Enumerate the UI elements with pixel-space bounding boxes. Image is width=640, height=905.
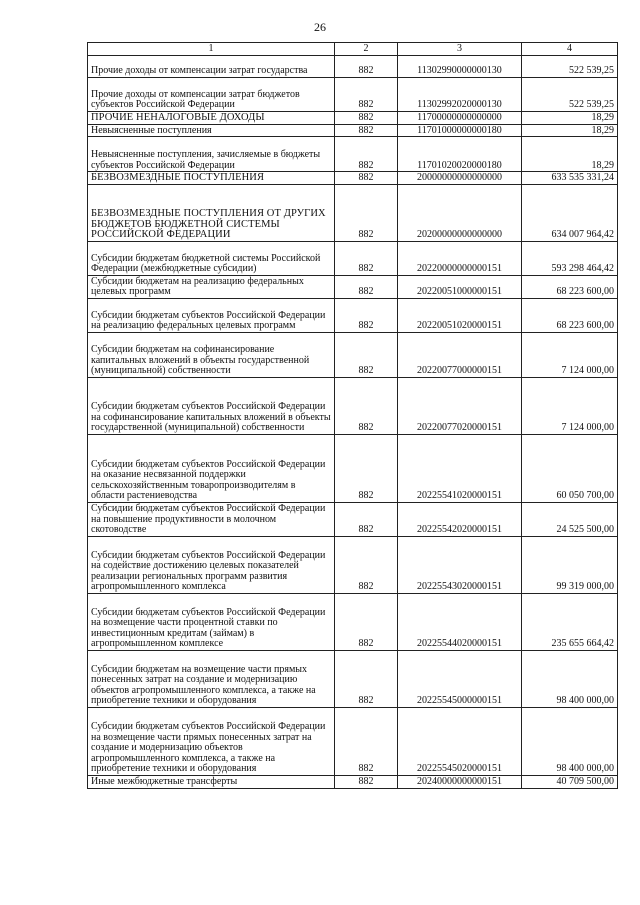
row-amount-cell: 60 050 700,00 <box>522 434 618 502</box>
row-classification-code-cell: 20220051000000151 <box>398 275 522 298</box>
column-header-1: 1 <box>88 43 335 56</box>
table-row <box>88 124 618 137</box>
row-name-cell: Субсидии бюджетам на софинансирование капитальных вложений в объекты государственной (муниципальной) собственности <box>88 332 335 377</box>
row-classification-code-cell: 11302992020000130 <box>398 78 522 112</box>
row-classification-code-cell: 11701000000000180 <box>398 124 522 137</box>
row-classification-code-cell: 11302990000000130 <box>398 56 522 78</box>
table-row <box>88 137 618 172</box>
column-header-4: 4 <box>522 43 618 56</box>
row-admin-code-cell: 882 <box>335 184 398 241</box>
row-name-cell: Субсидии бюджетам субъектов Российской Федерации на содействие достижению целевых показателей реализации региональных программ развития агропромышленного комплекса <box>88 536 335 593</box>
table-row <box>88 275 618 298</box>
table-row <box>88 377 618 434</box>
row-amount-cell: 235 655 664,42 <box>522 593 618 650</box>
row-admin-code-cell: 882 <box>335 78 398 112</box>
row-amount-cell: 633 535 331,24 <box>522 172 618 185</box>
table-row <box>88 332 618 377</box>
row-classification-code-cell: 20220051020000151 <box>398 298 522 332</box>
row-admin-code-cell: 882 <box>335 332 398 377</box>
row-classification-code-cell: 20225543020000151 <box>398 536 522 593</box>
row-amount-cell: 18,29 <box>522 124 618 137</box>
row-name-cell: Невыясненные поступления, зачисляемые в бюджеты субъектов Российской Федерации <box>88 137 335 172</box>
row-classification-code-cell: 11700000000000000 <box>398 112 522 125</box>
row-name-cell: ПРОЧИЕ НЕНАЛОГОВЫЕ ДОХОДЫ <box>88 112 335 125</box>
table-row <box>88 775 618 788</box>
row-name-cell: Субсидии бюджетам субъектов Российской Федерации на возмещение части прямых понесенных затрат на создание и модернизацию объектов агропромышленного комплекса, а также на приобретение техники и оборудования <box>88 707 335 775</box>
row-amount-cell: 40 709 500,00 <box>522 775 618 788</box>
row-amount-cell: 593 298 464,42 <box>522 241 618 275</box>
column-header-2: 2 <box>335 43 398 56</box>
row-admin-code-cell: 882 <box>335 593 398 650</box>
row-classification-code-cell: 20240000000000151 <box>398 775 522 788</box>
row-admin-code-cell: 882 <box>335 536 398 593</box>
row-name-cell: Субсидии бюджетам субъектов Российской Федерации на реализацию федеральных целевых программ <box>88 298 335 332</box>
row-classification-code-cell: 20225544020000151 <box>398 593 522 650</box>
row-admin-code-cell: 882 <box>335 434 398 502</box>
row-classification-code-cell: 11701020020000180 <box>398 137 522 172</box>
page-number: 26 <box>314 20 326 34</box>
row-name-cell: Иные межбюджетные трансферты <box>88 775 335 788</box>
row-classification-code-cell: 20225545000000151 <box>398 650 522 707</box>
row-name-cell: Субсидии бюджетам субъектов Российской Федерации на софинансирование капитальных вложений в объекты государственной (муниципальной) собственности <box>88 377 335 434</box>
row-amount-cell: 24 525 500,00 <box>522 502 618 536</box>
row-admin-code-cell: 882 <box>335 241 398 275</box>
row-name-cell: Субсидии бюджетам субъектов Российской Федерации на повышение продуктивности в молочном скотоводстве <box>88 502 335 536</box>
table-row <box>88 112 618 125</box>
row-classification-code-cell: 20220077020000151 <box>398 377 522 434</box>
row-classification-code-cell: 20225542020000151 <box>398 502 522 536</box>
row-name-cell: Невыясненные поступления <box>88 124 335 137</box>
row-admin-code-cell: 882 <box>335 707 398 775</box>
table-row <box>88 184 618 241</box>
column-header-3: 3 <box>398 43 522 56</box>
row-classification-code-cell: 20000000000000000 <box>398 172 522 185</box>
row-name-cell: Прочие доходы от компенсации затрат государства <box>88 56 335 78</box>
table-header-row <box>88 43 618 56</box>
row-admin-code-cell: 882 <box>335 112 398 125</box>
row-amount-cell: 634 007 964,42 <box>522 184 618 241</box>
row-amount-cell: 98 400 000,00 <box>522 707 618 775</box>
revenue-table <box>87 42 618 789</box>
row-admin-code-cell: 882 <box>335 172 398 185</box>
row-name-cell: Субсидии бюджетам на реализацию федеральных целевых программ <box>88 275 335 298</box>
table-row <box>88 536 618 593</box>
row-name-cell: БЕЗВОЗМЕЗДНЫЕ ПОСТУПЛЕНИЯ <box>88 172 335 185</box>
table-row <box>88 502 618 536</box>
row-amount-cell: 522 539,25 <box>522 78 618 112</box>
row-admin-code-cell: 882 <box>335 298 398 332</box>
table-row <box>88 298 618 332</box>
row-name-cell: Субсидии бюджетам субъектов Российской Федерации на оказание несвязанной поддержки сельскохозяйственным товаропроизводителям в области растениеводства <box>88 434 335 502</box>
row-name-cell: Прочие доходы от компенсации затрат бюджетов субъектов Российской Федерации <box>88 78 335 112</box>
row-admin-code-cell: 882 <box>335 502 398 536</box>
row-admin-code-cell: 882 <box>335 650 398 707</box>
row-admin-code-cell: 882 <box>335 137 398 172</box>
row-admin-code-cell: 882 <box>335 275 398 298</box>
row-amount-cell: 99 319 000,00 <box>522 536 618 593</box>
row-amount-cell: 522 539,25 <box>522 56 618 78</box>
row-name-cell: Субсидии бюджетам на возмещение части прямых понесенных затрат на создание и модернизацию объектов агропромышленного комплекса, а также на приобретение техники и оборудования <box>88 650 335 707</box>
row-admin-code-cell: 882 <box>335 775 398 788</box>
row-name-cell: Субсидии бюджетам бюджетной системы Российской Федерации (межбюджетные субсидии) <box>88 241 335 275</box>
row-admin-code-cell: 882 <box>335 124 398 137</box>
row-amount-cell: 18,29 <box>522 137 618 172</box>
row-name-cell: Субсидии бюджетам субъектов Российской Федерации на возмещение части процентной ставки по инвестиционным кредитам (займам) в агропромышленном комплексе <box>88 593 335 650</box>
row-admin-code-cell: 882 <box>335 377 398 434</box>
row-classification-code-cell: 20220077000000151 <box>398 332 522 377</box>
table-row <box>88 650 618 707</box>
row-amount-cell: 98 400 000,00 <box>522 650 618 707</box>
row-classification-code-cell: 20220000000000151 <box>398 241 522 275</box>
table-row <box>88 56 618 78</box>
row-classification-code-cell: 20225541020000151 <box>398 434 522 502</box>
table-row <box>88 707 618 775</box>
table-row <box>88 593 618 650</box>
row-classification-code-cell: 20200000000000000 <box>398 184 522 241</box>
row-classification-code-cell: 20225545020000151 <box>398 707 522 775</box>
row-name-cell: БЕЗВОЗМЕЗДНЫЕ ПОСТУПЛЕНИЯ ОТ ДРУГИХ БЮДЖЕТОВ БЮДЖЕТНОЙ СИСТЕМЫ РОССИЙСКОЙ ФЕДЕРАЦИИ <box>88 184 335 241</box>
row-amount-cell: 7 124 000,00 <box>522 377 618 434</box>
table-row <box>88 78 618 112</box>
row-amount-cell: 68 223 600,00 <box>522 298 618 332</box>
row-admin-code-cell: 882 <box>335 56 398 78</box>
row-amount-cell: 18,29 <box>522 112 618 125</box>
row-amount-cell: 68 223 600,00 <box>522 275 618 298</box>
table-row <box>88 172 618 185</box>
row-amount-cell: 7 124 000,00 <box>522 332 618 377</box>
table-row <box>88 434 618 502</box>
table-row <box>88 241 618 275</box>
